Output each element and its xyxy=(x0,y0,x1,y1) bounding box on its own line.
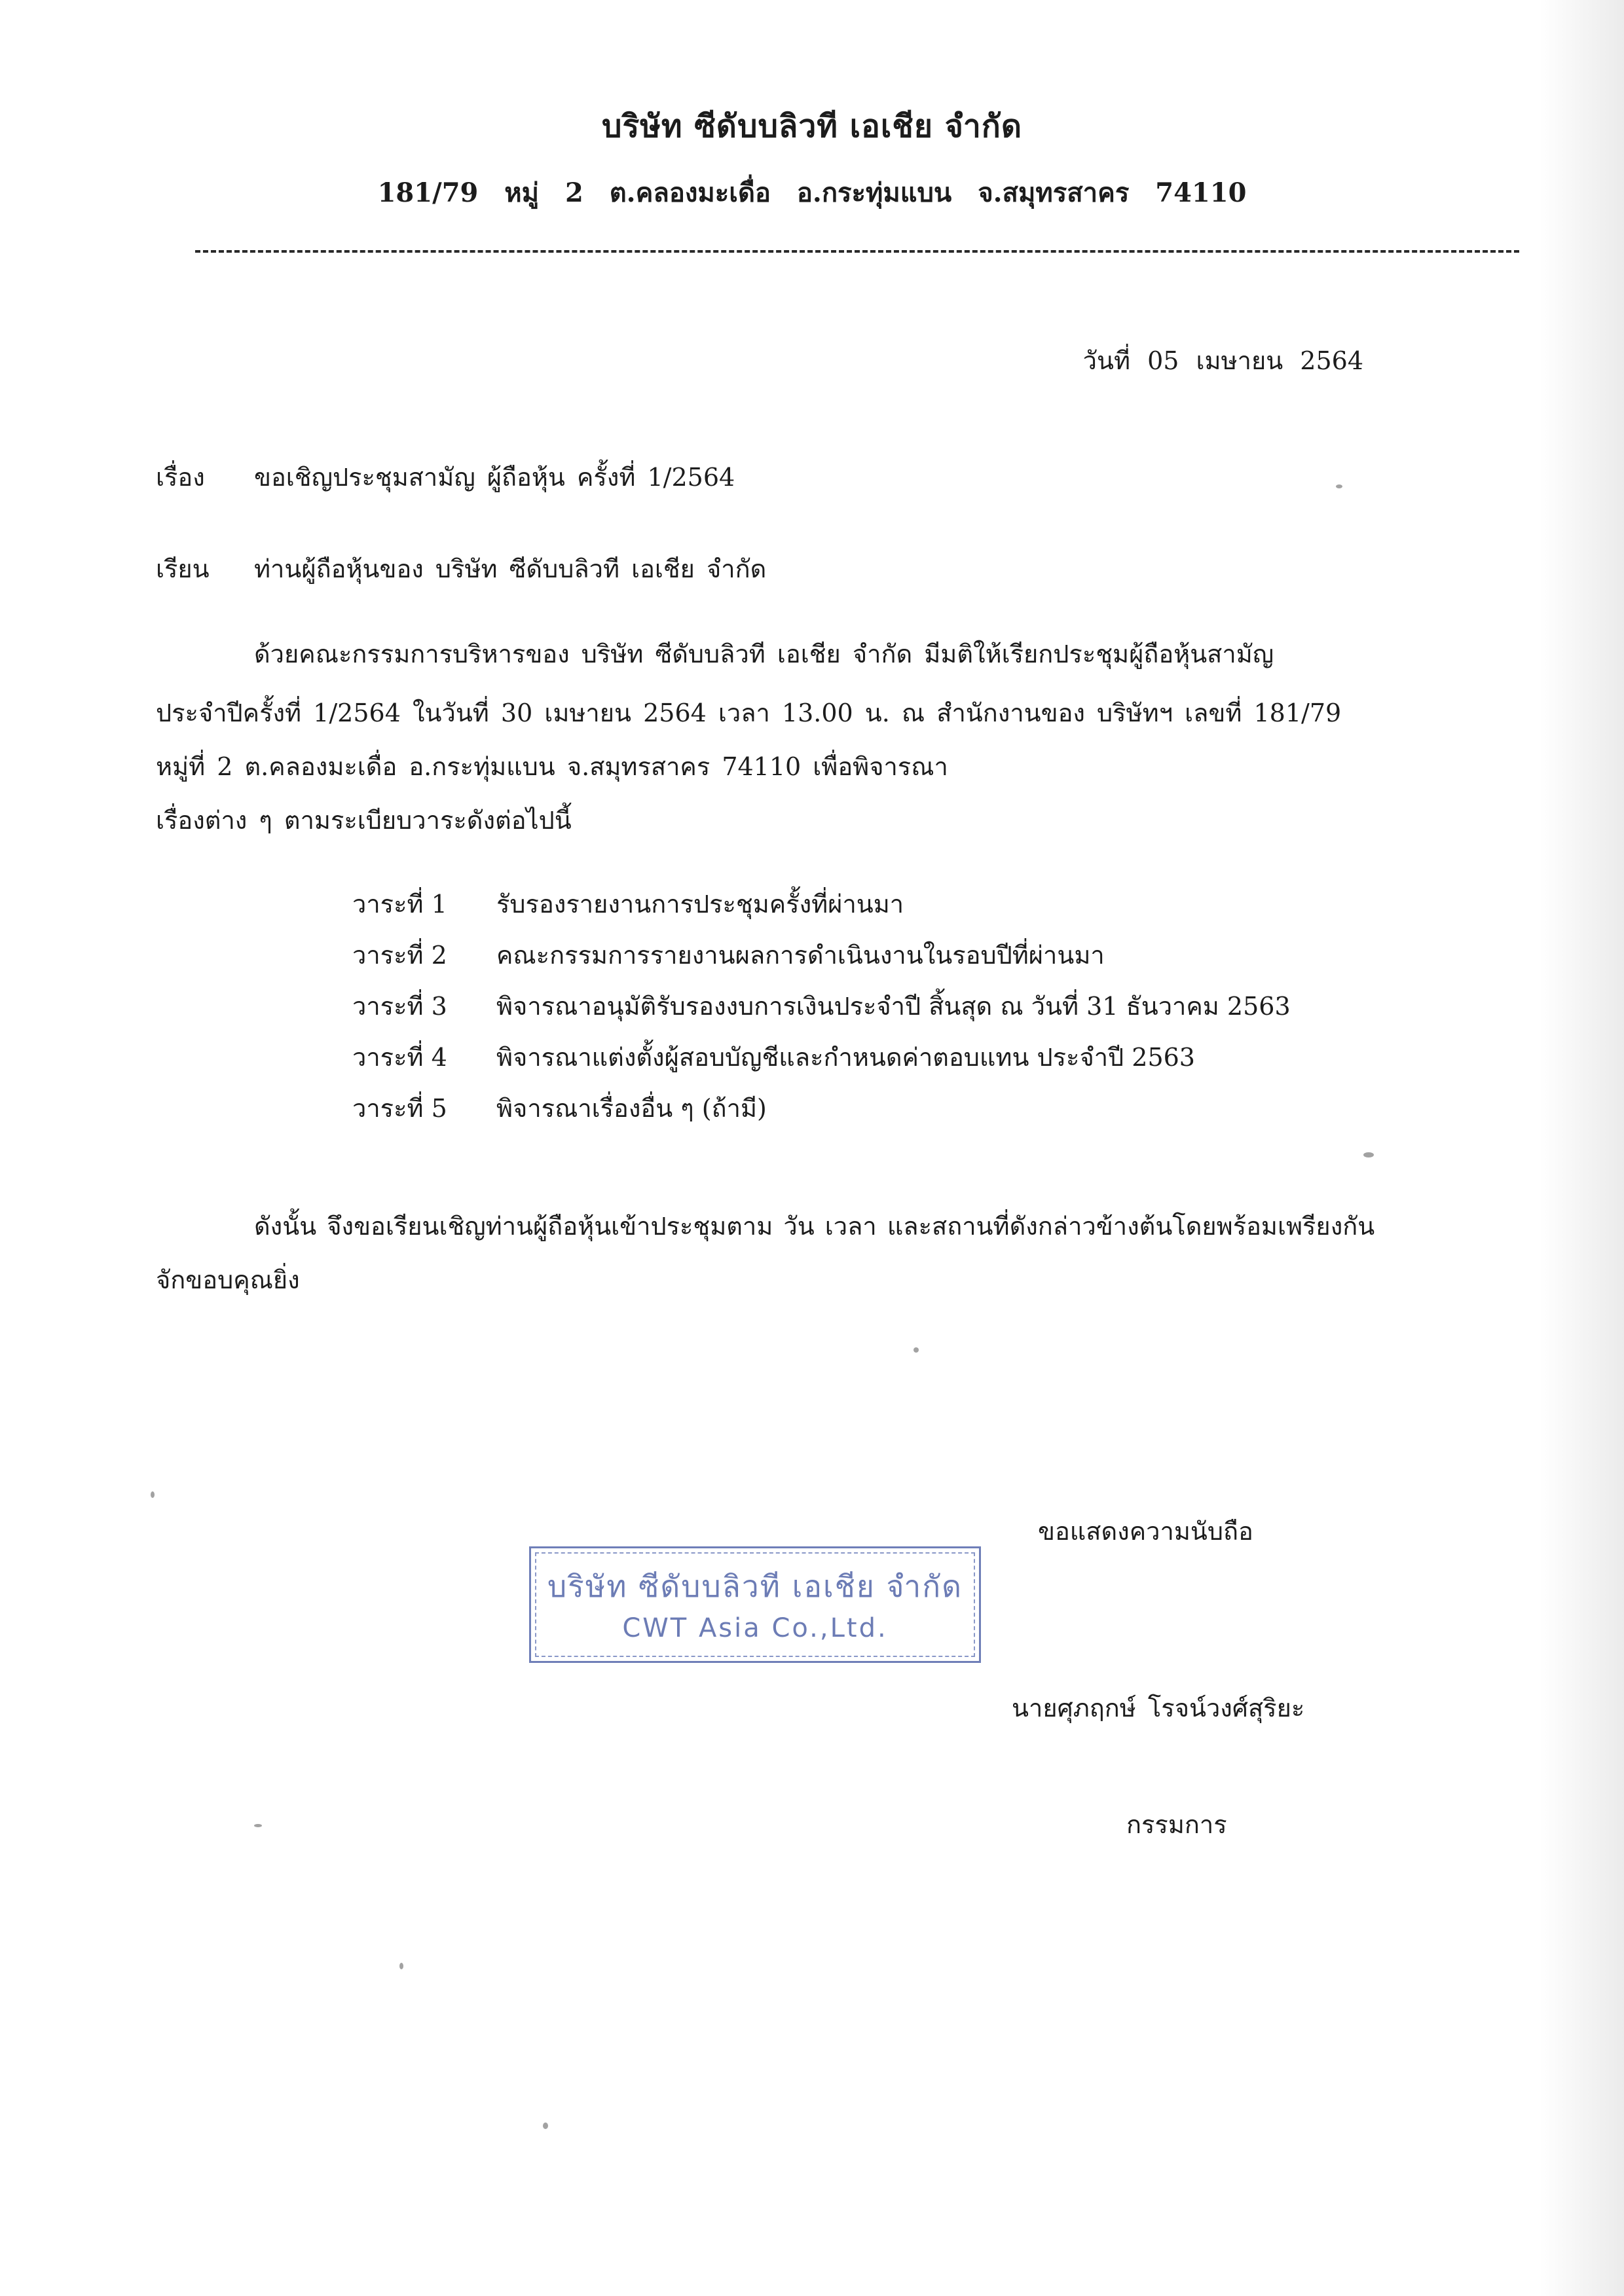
scan-speck xyxy=(151,1491,155,1498)
letter-date: วันที่ 05 เมษายน 2564 xyxy=(1082,346,1363,375)
scan-speck xyxy=(913,1347,919,1353)
body-paragraph-line-1: ด้วยคณะกรรมการบริหารของ บริษัท ซีดับบลิวที เอเชีย จำกัด มีมติให้เรียกประชุมผู้ถือหุ้นสามัญ xyxy=(254,640,1274,668)
scan-speck xyxy=(399,1963,403,1969)
company-stamp xyxy=(529,1546,981,1663)
signatory-position: กรรมการ xyxy=(1126,1810,1227,1839)
company-name: บริษัท ซีดับบลิวที เอเชีย จำกัด xyxy=(601,108,1022,145)
agenda-item xyxy=(352,1037,1195,1077)
agenda-item xyxy=(352,884,904,924)
body-paragraph-line-2: ประจำปีครั้งที่ 1/2564 ในวันที่ 30 เมษายน 2564 เวลา 13.00 น. ณ สำนักงานของ บริษัทฯ เลขที่ 181/79 xyxy=(156,699,1342,727)
agenda-item xyxy=(352,1088,767,1128)
scan-speck xyxy=(1363,1152,1374,1157)
agenda-item-number: วาระที่ 1 xyxy=(352,890,447,919)
recipient-label: เรียน xyxy=(156,555,210,583)
agenda-item-text: พิจารณาอนุมัติรับรองงบการเงินประจำปี สิ้นสุด ณ วันที่ 31 ธันวาคม 2563 xyxy=(496,992,1291,1021)
agenda-item-number: วาระที่ 2 xyxy=(352,941,447,970)
scan-speck xyxy=(254,1824,262,1827)
company-address: 181/79 หมู่ 2 ต.คลองมะเดื่อ อ.กระทุ่มแบน จ.สมุทรสาคร 74110 xyxy=(377,177,1247,208)
scan-speck xyxy=(1336,484,1342,488)
closing-paragraph-line-1: ดังนั้น จึงขอเรียนเชิญท่านผู้ถือหุ้นเข้าประชุมตาม วัน เวลา และสถานที่ดังกล่าวข้างต้นโดยพร้อมเพรียงกัน xyxy=(254,1212,1375,1241)
header-divider xyxy=(195,250,1519,253)
recipient-text: ท่านผู้ถือหุ้นของ บริษัท ซีดับบลิวที เอเชีย จำกัด xyxy=(254,555,767,583)
agenda-item-text: พิจารณาเรื่องอื่น ๆ (ถ้ามี) xyxy=(496,1094,767,1123)
body-paragraph-line-3: หมู่ที่ 2 ต.คลองมะเดื่อ อ.กระทุ่มแบน จ.สมุทรสาคร 74110 เพื่อพิจารณา xyxy=(156,752,948,781)
subject-label: เรื่อง xyxy=(156,463,205,492)
subject-text: ขอเชิญประชุมสามัญ ผู้ถือหุ้น ครั้งที่ 1/2564 xyxy=(254,463,735,492)
company-stamp-inner-border xyxy=(535,1552,975,1657)
agenda-item-text: รับรองรายงานการประชุมครั้งที่ผ่านมา xyxy=(496,890,904,919)
agenda-item-number: วาระที่ 3 xyxy=(352,992,447,1021)
body-paragraph-line-4: เรื่องต่าง ๆ ตามระเบียบวาระดังต่อไปนี้ xyxy=(156,806,572,835)
signatory-name: นายศุภฤกษ์ โรจน์วงศ์สุริยะ xyxy=(1012,1694,1305,1722)
stamp-thai-text: บริษัท ซีดับบลิวที เอเชีย จำกัด xyxy=(547,1569,963,1604)
agenda-item-number: วาระที่ 5 xyxy=(352,1094,447,1123)
agenda-item-number: วาระที่ 4 xyxy=(352,1043,447,1072)
agenda-item xyxy=(352,986,1291,1026)
stamp-english-text: CWT Asia Co.,Ltd. xyxy=(622,1613,888,1643)
agenda-item xyxy=(352,935,1105,975)
agenda-item-text: พิจารณาแต่งตั้งผู้สอบบัญชีและกำหนดค่าตอบแทน ประจำปี 2563 xyxy=(496,1043,1195,1072)
agenda-item-text: คณะกรรมการรายงานผลการดำเนินงานในรอบปีที่ผ่านมา xyxy=(496,941,1105,970)
complimentary-close: ขอแสดงความนับถือ xyxy=(1038,1517,1253,1546)
scan-speck xyxy=(543,2123,548,2129)
closing-paragraph-line-2: จักขอบคุณยิ่ง xyxy=(156,1266,300,1294)
scan-edge-shadow xyxy=(1539,0,1624,2296)
